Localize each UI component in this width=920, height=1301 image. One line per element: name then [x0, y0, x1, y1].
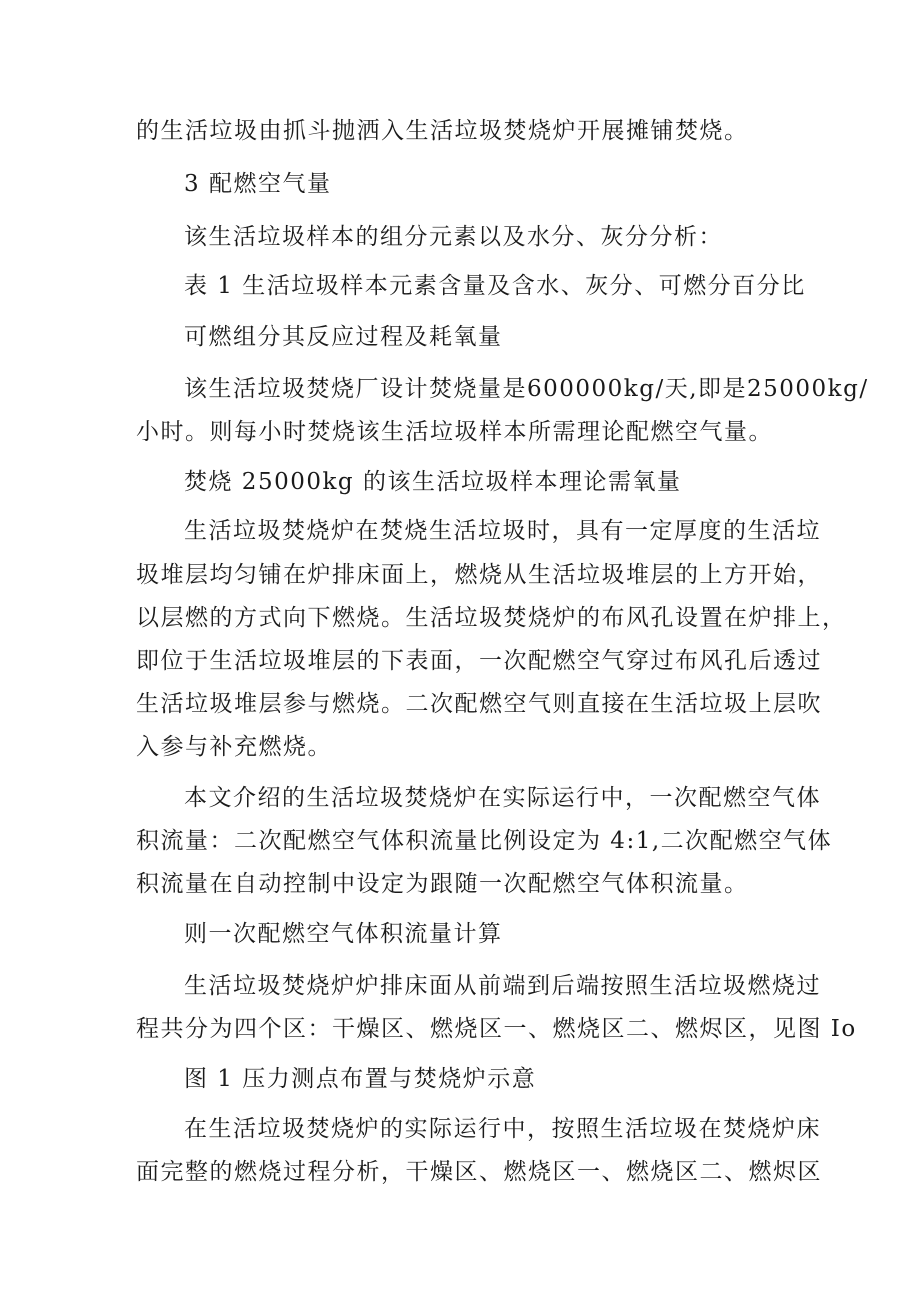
text-line: 生活垃圾堆层参与燃烧。二次配燃空气则直接在生活垃圾上层吹 [136, 691, 822, 717]
text-line: 积流量在自动控制中设定为跟随一次配燃空气体积流量。 [136, 871, 749, 897]
text-line: 本文介绍的生活垃圾焚烧炉在实际运行中，一次配燃空气体 [184, 785, 821, 811]
text-line: 则一次配燃空气体积流量计算 [184, 921, 503, 947]
text-line: 入参与补充燃烧。 [136, 734, 332, 760]
text-line: 生活垃圾焚烧炉炉排床面从前端到后端按照生活垃圾燃烧过 [184, 973, 821, 999]
section-heading: 3 配燃空气量 [184, 171, 332, 197]
text-line: 以层燃的方式向下燃烧。生活垃圾焚烧炉的布风孔设置在炉排上， [136, 605, 847, 631]
text-line: 该生活垃圾焚烧厂设计焚烧量是600000kg/天,即是25000kg/ [184, 376, 869, 402]
text-line: 程共分为四个区：干燥区、燃烧区一、燃烧区二、燃烬区，见图 Io [136, 1016, 857, 1042]
text-line: 小时。则每小时焚烧该生活垃圾样本所需理论配燃空气量。 [136, 419, 773, 445]
text-line: 的生活垃圾由抓斗抛洒入生活垃圾焚烧炉开展摊铺焚烧。 [136, 118, 749, 144]
text-line: 可燃组分其反应过程及耗氧量 [184, 324, 503, 350]
text-line: 生活垃圾焚烧炉在焚烧生活垃圾时，具有一定厚度的生活垃 [184, 518, 821, 544]
figure-caption: 图 1 压力测点布置与焚烧炉示意 [184, 1066, 537, 1092]
text-line: 面完整的燃烧过程分析，干燥区、燃烧区一、燃烧区二、燃烬区 [136, 1159, 822, 1185]
text-line: 圾堆层均匀铺在炉排床面上，燃烧从生活垃圾堆层的上方开始， [136, 562, 822, 588]
table-caption: 表 1 生活垃圾样本元素含量及含水、灰分、可燃分百分比 [184, 273, 806, 299]
text-line: 该生活垃圾样本的组分元素以及水分、灰分分析： [184, 224, 723, 250]
text-line: 即位于生活垃圾堆层的下表面，一次配燃空气穿过布风孔后透过 [136, 648, 822, 674]
text-line: 在生活垃圾焚烧炉的实际运行中，按照生活垃圾在焚烧炉床 [184, 1116, 821, 1142]
text-line: 积流量：二次配燃空气体积流量比例设定为 4:1,二次配燃空气体 [136, 828, 833, 854]
text-line: 焚烧 25000kg 的该生活垃圾样本理论需氧量 [184, 469, 682, 495]
